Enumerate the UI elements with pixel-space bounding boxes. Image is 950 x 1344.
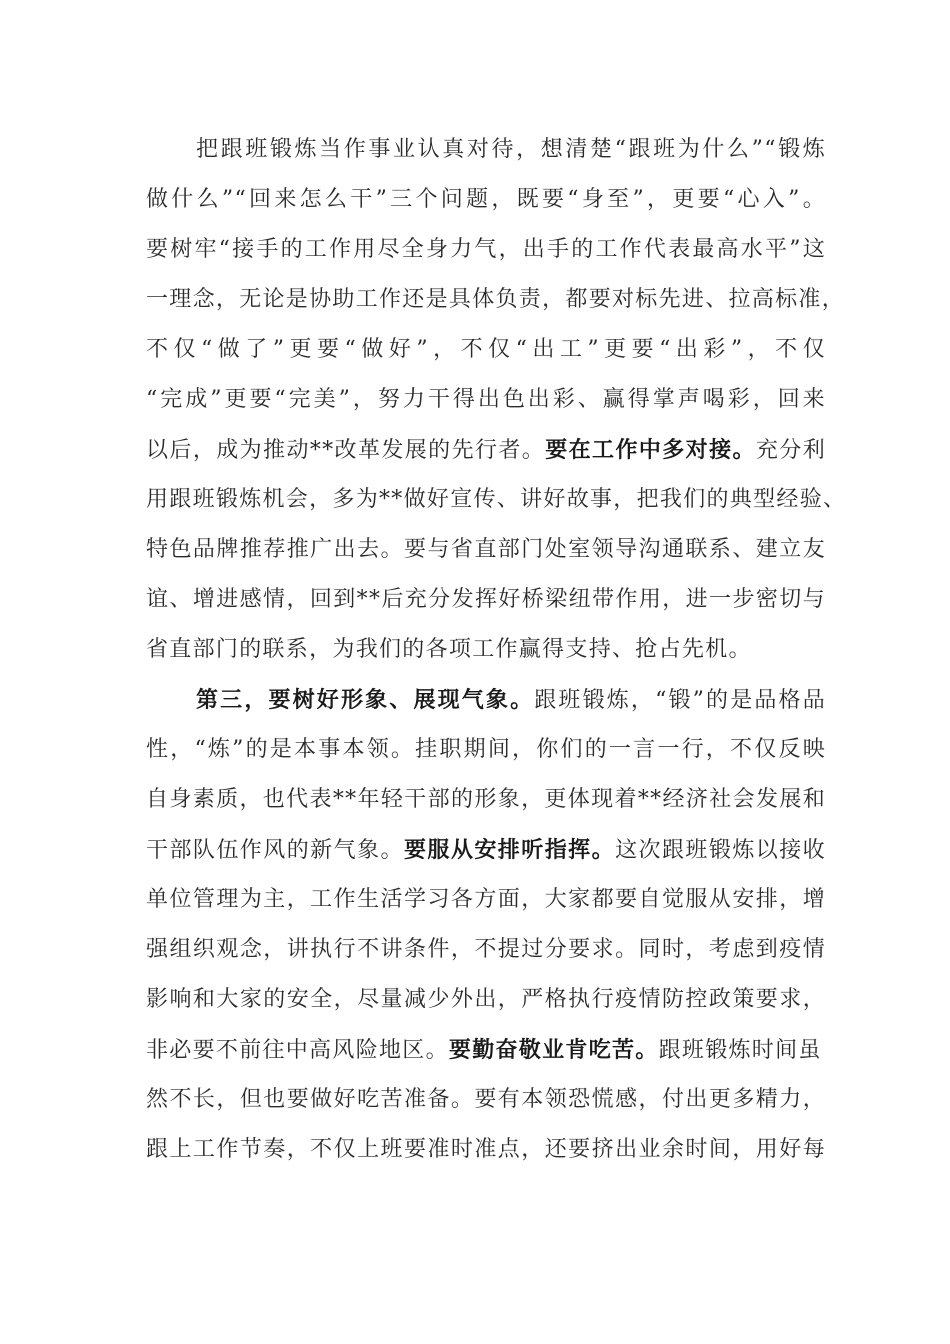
text-line <box>146 530 826 570</box>
text-segment: 自身素质，也代表**年轻干部的形象，更体现着**经济社会发展和 <box>146 787 826 812</box>
text-segment: 把跟班锻炼当作事业认真对待，想清楚“跟班为什么”“锻炼 <box>196 137 826 162</box>
text-segment: 非必要不前往中高风险地区。 <box>146 1038 449 1063</box>
text-line <box>146 880 826 920</box>
text-segment: 一理念，无论是协助工作还是具体负责，都要对标先进、拉高标准， <box>146 287 846 312</box>
text-line <box>196 680 826 720</box>
text-line <box>146 330 826 370</box>
text-segment: 性，“炼”的是本事本领。挂职期间，你们的一言一行，不仅反映 <box>146 737 826 762</box>
text-segment: 跟班锻炼，“锻”的是品格品 <box>534 688 826 713</box>
text-segment: 跟上工作节奏，不仅上班要准时准点，还要挤出业余时间，用好每 <box>146 1137 826 1162</box>
text-line <box>146 180 826 220</box>
text-segment: 省直部门的联系，为我们的各项工作赢得支持、抢占先机。 <box>146 637 752 662</box>
text-line <box>146 780 826 820</box>
text-line <box>196 130 826 170</box>
bold-heading-segment: 要在工作中多对接。 <box>545 437 756 463</box>
bold-heading-segment: 第三，要树好形象、展现气象。 <box>196 687 535 713</box>
text-segment: 跟班锻炼时间虽 <box>658 1038 822 1063</box>
bold-heading-segment: 要服从安排听指挥。 <box>403 837 616 863</box>
bold-heading-segment: 要勤奋敬业肯吃苦。 <box>448 1037 659 1063</box>
text-segment: “完成”更要“完美”，努力干得出色出彩、赢得掌声喝彩，回来 <box>146 387 826 412</box>
text-segment: 谊、增进感情，回到**后充分发挥好桥梁纽带作用，进一步密切与 <box>146 587 826 612</box>
text-line <box>146 480 847 520</box>
text-segment: 单位管理为主，工作生活学习各方面，大家都要自觉服从安排，增 <box>146 887 826 912</box>
text-segment: 充分利 <box>755 438 827 463</box>
text-segment: 做什么”“回来怎么干”三个问题，既要“身至”，更要“心入”。 <box>146 187 826 212</box>
text-line <box>146 930 826 970</box>
text-line <box>146 730 826 770</box>
text-segment: 然不长，但也要做好吃苦准备。要有本领恐慌感，付出更多精力， <box>146 1087 826 1112</box>
text-segment: 要树牢“接手的工作用尽全身力气，出手的工作代表最高水平”这 <box>146 237 826 262</box>
text-line <box>146 830 826 870</box>
text-segment: 特色品牌推荐推广出去。要与省直部门处室领导沟通联系、建立友 <box>146 537 826 562</box>
text-segment: 以后，成为推动**改革发展的先行者。 <box>146 438 546 463</box>
text-line <box>146 1130 826 1170</box>
text-line <box>146 980 826 1020</box>
text-line <box>146 580 826 620</box>
text-line <box>146 380 826 420</box>
text-line <box>146 430 826 470</box>
text-line <box>146 280 846 320</box>
text-segment: 干部队伍作风的新气象。 <box>146 838 404 863</box>
text-segment: 这次跟班锻炼以接收 <box>615 838 826 863</box>
text-line <box>146 630 826 670</box>
text-line <box>146 1080 826 1120</box>
text-segment: 不仅“做了”更要“做好”，不仅“出工”更要“出彩”，不仅 <box>146 337 826 362</box>
text-line <box>146 230 826 270</box>
text-segment: 用跟班锻炼机会，多为**做好宣传、讲好故事，把我们的典型经验、 <box>146 487 847 512</box>
text-segment: 强组织观念，讲执行不讲条件，不提过分要求。同时，考虑到疫情 <box>146 937 826 962</box>
text-segment: 影响和大家的安全，尽量减少外出，严格执行疫情防控政策要求， <box>146 987 826 1012</box>
text-line <box>146 1030 826 1070</box>
